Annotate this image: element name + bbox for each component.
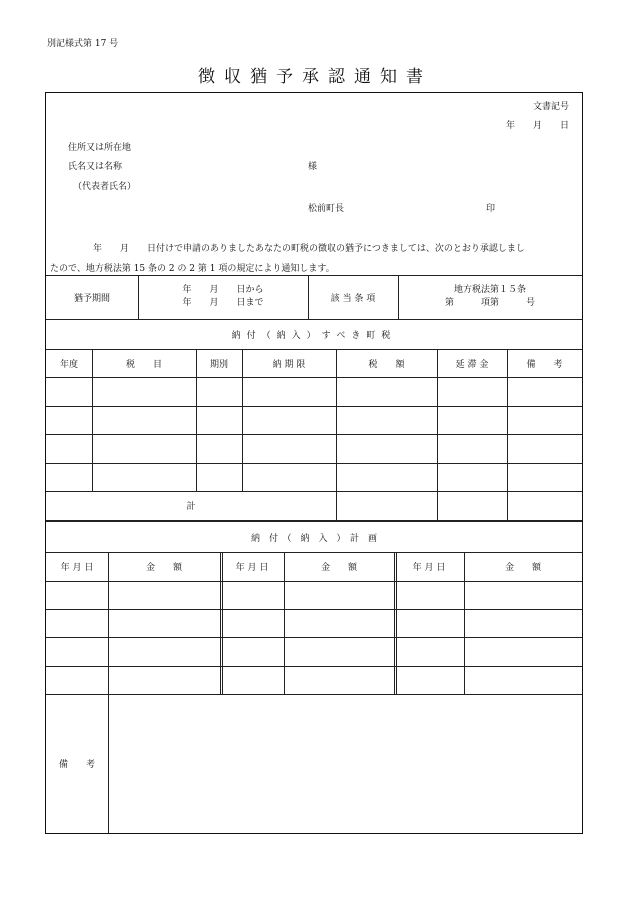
applicable-clause-value [398, 275, 582, 319]
plan-cell[interactable] [108, 637, 220, 666]
payable-cell[interactable] [46, 377, 92, 406]
body-text-line-1: 年 月 日付けで申請のありましたあなたの町税の徴収の猶予につきましては、次のとおり承認しまし [93, 244, 525, 254]
payable-cell[interactable] [242, 463, 336, 491]
plan-cell[interactable] [284, 666, 394, 694]
plan-cell[interactable] [464, 666, 582, 694]
seal-mark: 印 [486, 204, 496, 214]
plan-cell[interactable] [284, 637, 394, 666]
name-label: 氏名又は名称 [68, 162, 123, 172]
document-title: 徴収猶予承認通知書 [198, 67, 432, 87]
payable-total-tax[interactable] [336, 491, 437, 520]
plan-cell[interactable] [220, 666, 284, 694]
plan-cell[interactable] [46, 637, 108, 666]
plan-cell[interactable] [108, 666, 220, 694]
payable-col-header-3: 納 期 限 [272, 359, 306, 370]
payable-cell[interactable] [46, 406, 92, 434]
payable-cell[interactable] [196, 406, 242, 434]
plan-cell[interactable] [46, 666, 108, 694]
payable-col-header-6: 備 考 [526, 359, 563, 370]
payable-cell[interactable] [196, 434, 242, 463]
payable-cell[interactable] [437, 406, 507, 434]
notice-form [45, 92, 583, 834]
grace-period-dates [138, 275, 308, 319]
payable-cell[interactable] [92, 377, 196, 406]
plan-col-header-5: 金 額 [504, 563, 541, 573]
payable-cell[interactable] [92, 406, 196, 434]
plan-col-header-4: 年 月 日 [412, 563, 446, 573]
plan-cell[interactable] [464, 637, 582, 666]
address-label: 住所又は所在地 [68, 143, 132, 153]
payable-cell[interactable] [242, 377, 336, 406]
payable-cell[interactable] [507, 434, 582, 463]
plan-col-header-3: 金 額 [320, 563, 357, 573]
payable-total-remarks[interactable] [507, 491, 582, 520]
payable-cell[interactable] [196, 463, 242, 491]
plan-cell[interactable] [464, 609, 582, 637]
plan-cell[interactable] [464, 581, 582, 609]
plan-cell[interactable] [394, 581, 464, 609]
payable-cell[interactable] [92, 463, 196, 491]
payment-plan-heading: 納 付 （ 納 入 ） 計 画 [250, 533, 377, 544]
grace-period-from: 年 月 日から [182, 285, 264, 295]
honorific-sama: 様 [308, 162, 318, 172]
payable-total-late-fee[interactable] [437, 491, 507, 520]
payable-cell[interactable] [437, 434, 507, 463]
plan-cell[interactable] [394, 666, 464, 694]
plan-cell[interactable] [108, 581, 220, 609]
plan-col-header-2: 年 月 日 [235, 563, 269, 573]
payable-col-header-1: 税 目 [125, 359, 162, 370]
grace-period-to: 年 月 日まで [182, 298, 264, 308]
payable-cell[interactable] [437, 377, 507, 406]
payable-cell[interactable] [437, 463, 507, 491]
clause-line-1: 地方税法第１５条 [453, 285, 526, 295]
payable-cell[interactable] [336, 377, 437, 406]
payable-cell[interactable] [46, 434, 92, 463]
payable-total-label: 計 [186, 502, 196, 512]
payable-col-header-2: 期別 [209, 359, 228, 370]
payable-col-header-0: 年度 [59, 359, 78, 370]
payable-cell[interactable] [336, 463, 437, 491]
body-text-line-2: たので、地方税法第 15 条の 2 の 2 第 1 項の規定により通知します。 [50, 264, 335, 274]
plan-cell[interactable] [108, 609, 220, 637]
form-number-label: 別記様式第 17 号 [47, 39, 119, 49]
payable-cell[interactable] [336, 434, 437, 463]
payable-cell[interactable] [242, 434, 336, 463]
doc-number-label: 文書記号 [532, 102, 569, 112]
plan-cell[interactable] [220, 609, 284, 637]
plan-cell[interactable] [394, 637, 464, 666]
payable-cell[interactable] [507, 463, 582, 491]
payable-col-header-5: 延 滞 金 [455, 359, 489, 370]
payable-cell[interactable] [507, 377, 582, 406]
payable-cell[interactable] [507, 406, 582, 434]
remarks-field[interactable] [108, 694, 582, 833]
applicable-clause-label: 該 当 条 項 [330, 293, 376, 304]
plan-cell[interactable] [284, 581, 394, 609]
clause-line-2: 第 項第 号 [444, 298, 535, 308]
plan-cell[interactable] [220, 637, 284, 666]
payable-cell[interactable] [46, 463, 92, 491]
plan-cell[interactable] [284, 609, 394, 637]
plan-col-header-1: 金 額 [145, 563, 182, 573]
payable-cell[interactable] [336, 406, 437, 434]
plan-cell[interactable] [394, 609, 464, 637]
plan-col-header-0: 年 月 日 [60, 563, 94, 573]
remarks-label: 備 考 [58, 760, 95, 770]
plan-cell[interactable] [220, 581, 284, 609]
plan-cell[interactable] [46, 609, 108, 637]
payable-cell[interactable] [242, 406, 336, 434]
payable-tax-heading: 納付（納入）すべき町税 [231, 330, 397, 341]
representative-label: （代表者氏名） [73, 182, 137, 192]
issuer-name: 松前町長 [308, 204, 345, 214]
grace-period-label: 猶予期間 [73, 293, 110, 304]
issue-date-label: 年 月 日 [505, 121, 569, 131]
plan-cell[interactable] [46, 581, 108, 609]
payable-cell[interactable] [196, 377, 242, 406]
payable-cell[interactable] [92, 434, 196, 463]
payable-col-header-4: 税 額 [368, 359, 405, 370]
